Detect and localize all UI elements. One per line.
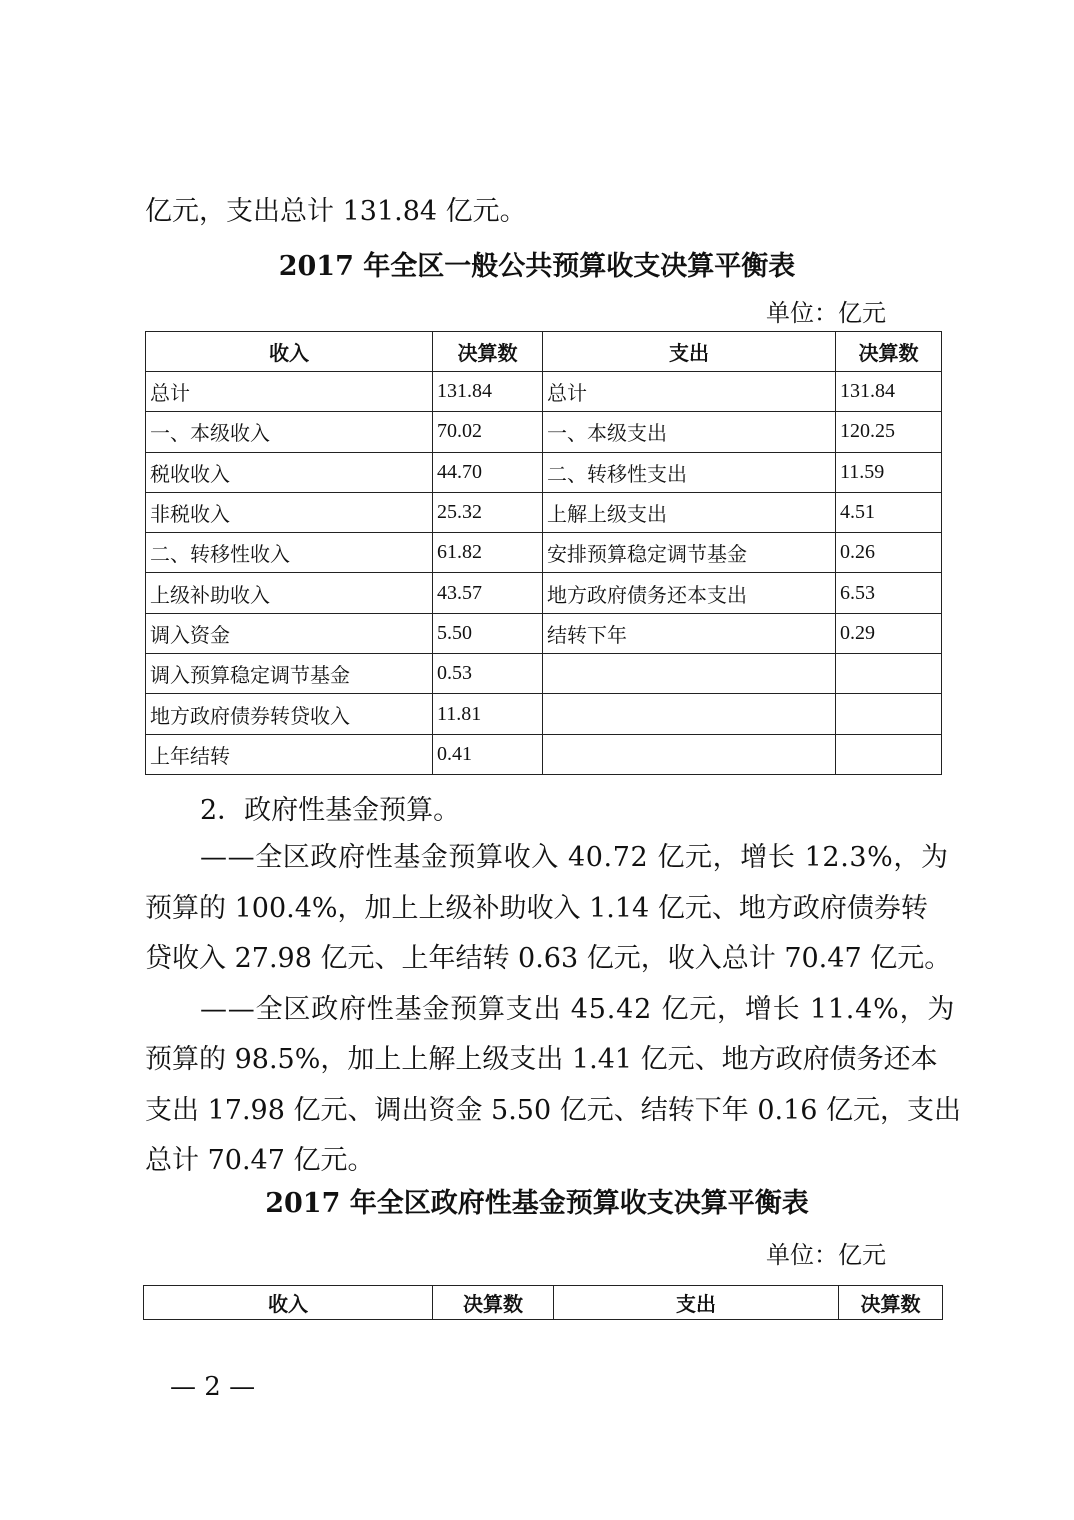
paragraph1-line2: 预算的 100.4%，加上上级补助收入 1.14 亿元、地方政府债券转 <box>145 893 928 924</box>
expenditure-amount: 6.53 <box>836 573 942 613</box>
paragraph2-line2: 预算的 98.5%，加上上解上级支出 1.41 亿元、地方政府债务还本 <box>145 1044 938 1075</box>
expenditure-item: 一、本级支出 <box>543 412 836 452</box>
expenditure-item <box>543 734 836 774</box>
expenditure-item: 总计 <box>543 372 836 412</box>
paragraph1-line1: ——全区政府性基金预算收入 40.72 亿元，增长 12.3%，为 <box>200 842 949 873</box>
table-row <box>146 734 942 774</box>
expenditure-item: 地方政府债务还本支出 <box>543 573 836 613</box>
expenditure-item <box>543 654 836 694</box>
table-row <box>146 533 942 573</box>
income-item: 地方政府债券转贷收入 <box>146 694 433 734</box>
header-amount: 决算数 <box>836 332 942 372</box>
table-row <box>146 613 942 653</box>
table-row <box>146 573 942 613</box>
header-expenditure: 支出 <box>554 1286 839 1320</box>
table2-title: 2017 年全区政府性基金预算收支决算平衡表 <box>265 1188 809 1219</box>
expenditure-item: 二、转移性支出 <box>543 452 836 492</box>
table-row <box>146 412 942 452</box>
income-item: 二、转移性收入 <box>146 533 433 573</box>
expenditure-amount <box>836 694 942 734</box>
income-item: 总计 <box>146 372 433 412</box>
income-item: 调入资金 <box>146 613 433 653</box>
expenditure-amount: 11.59 <box>836 452 942 492</box>
table-row <box>146 452 942 492</box>
income-amount: 0.41 <box>433 734 543 774</box>
income-amount: 70.02 <box>433 412 543 452</box>
expenditure-item: 安排预算稳定调节基金 <box>543 533 836 573</box>
income-item: 税收收入 <box>146 452 433 492</box>
table1-title: 2017 年全区一般公共预算收支决算平衡表 <box>278 251 796 282</box>
header-amount: 决算数 <box>433 332 543 372</box>
header-amount: 决算数 <box>839 1286 943 1320</box>
table-row <box>146 654 942 694</box>
expenditure-item <box>543 694 836 734</box>
income-amount: 131.84 <box>433 372 543 412</box>
budget-balance-table <box>145 331 942 775</box>
page-number: — 2 — <box>170 1372 256 1402</box>
table-row <box>146 372 942 412</box>
table1-unit: 单位：亿元 <box>766 299 886 327</box>
table2-unit: 单位：亿元 <box>766 1241 886 1269</box>
expenditure-amount: 120.25 <box>836 412 942 452</box>
income-amount: 11.81 <box>433 694 543 734</box>
income-item: 上级补助收入 <box>146 573 433 613</box>
income-item: 一、本级收入 <box>146 412 433 452</box>
table-row <box>146 694 942 734</box>
expenditure-amount <box>836 654 942 694</box>
income-amount: 44.70 <box>433 452 543 492</box>
expenditure-amount: 0.26 <box>836 533 942 573</box>
header-amount: 决算数 <box>433 1286 554 1320</box>
expenditure-item: 结转下年 <box>543 613 836 653</box>
expenditure-item: 上解上级支出 <box>543 492 836 532</box>
section-heading: 2．政府性基金预算。 <box>200 795 461 826</box>
income-amount: 43.57 <box>433 573 543 613</box>
income-item: 上年结转 <box>146 734 433 774</box>
paragraph2-line3: 支出 17.98 亿元、调出资金 5.50 亿元、结转下年 0.16 亿元，支出 <box>145 1095 962 1126</box>
intro-line: 亿元，支出总计 131.84 亿元。 <box>145 196 527 227</box>
expenditure-amount: 4.51 <box>836 492 942 532</box>
paragraph1-line3: 贷收入 27.98 亿元、上年结转 0.63 亿元，收入总计 70.47 亿元。 <box>145 943 952 974</box>
header-income: 收入 <box>144 1286 433 1320</box>
income-item: 调入预算稳定调节基金 <box>146 654 433 694</box>
expenditure-amount <box>836 734 942 774</box>
income-amount: 25.32 <box>433 492 543 532</box>
paragraph2-line1: ——全区政府性基金预算支出 45.42 亿元，增长 11.4%，为 <box>200 994 956 1025</box>
income-amount: 5.50 <box>433 613 543 653</box>
header-expenditure: 支出 <box>543 332 836 372</box>
income-amount: 0.53 <box>433 654 543 694</box>
expenditure-amount: 0.29 <box>836 613 942 653</box>
income-item: 非税收入 <box>146 492 433 532</box>
income-amount: 61.82 <box>433 533 543 573</box>
header-income: 收入 <box>146 332 433 372</box>
paragraph2-line4: 总计 70.47 亿元。 <box>145 1145 375 1176</box>
expenditure-amount: 131.84 <box>836 372 942 412</box>
table-row <box>146 492 942 532</box>
fund-budget-table <box>143 1285 943 1320</box>
